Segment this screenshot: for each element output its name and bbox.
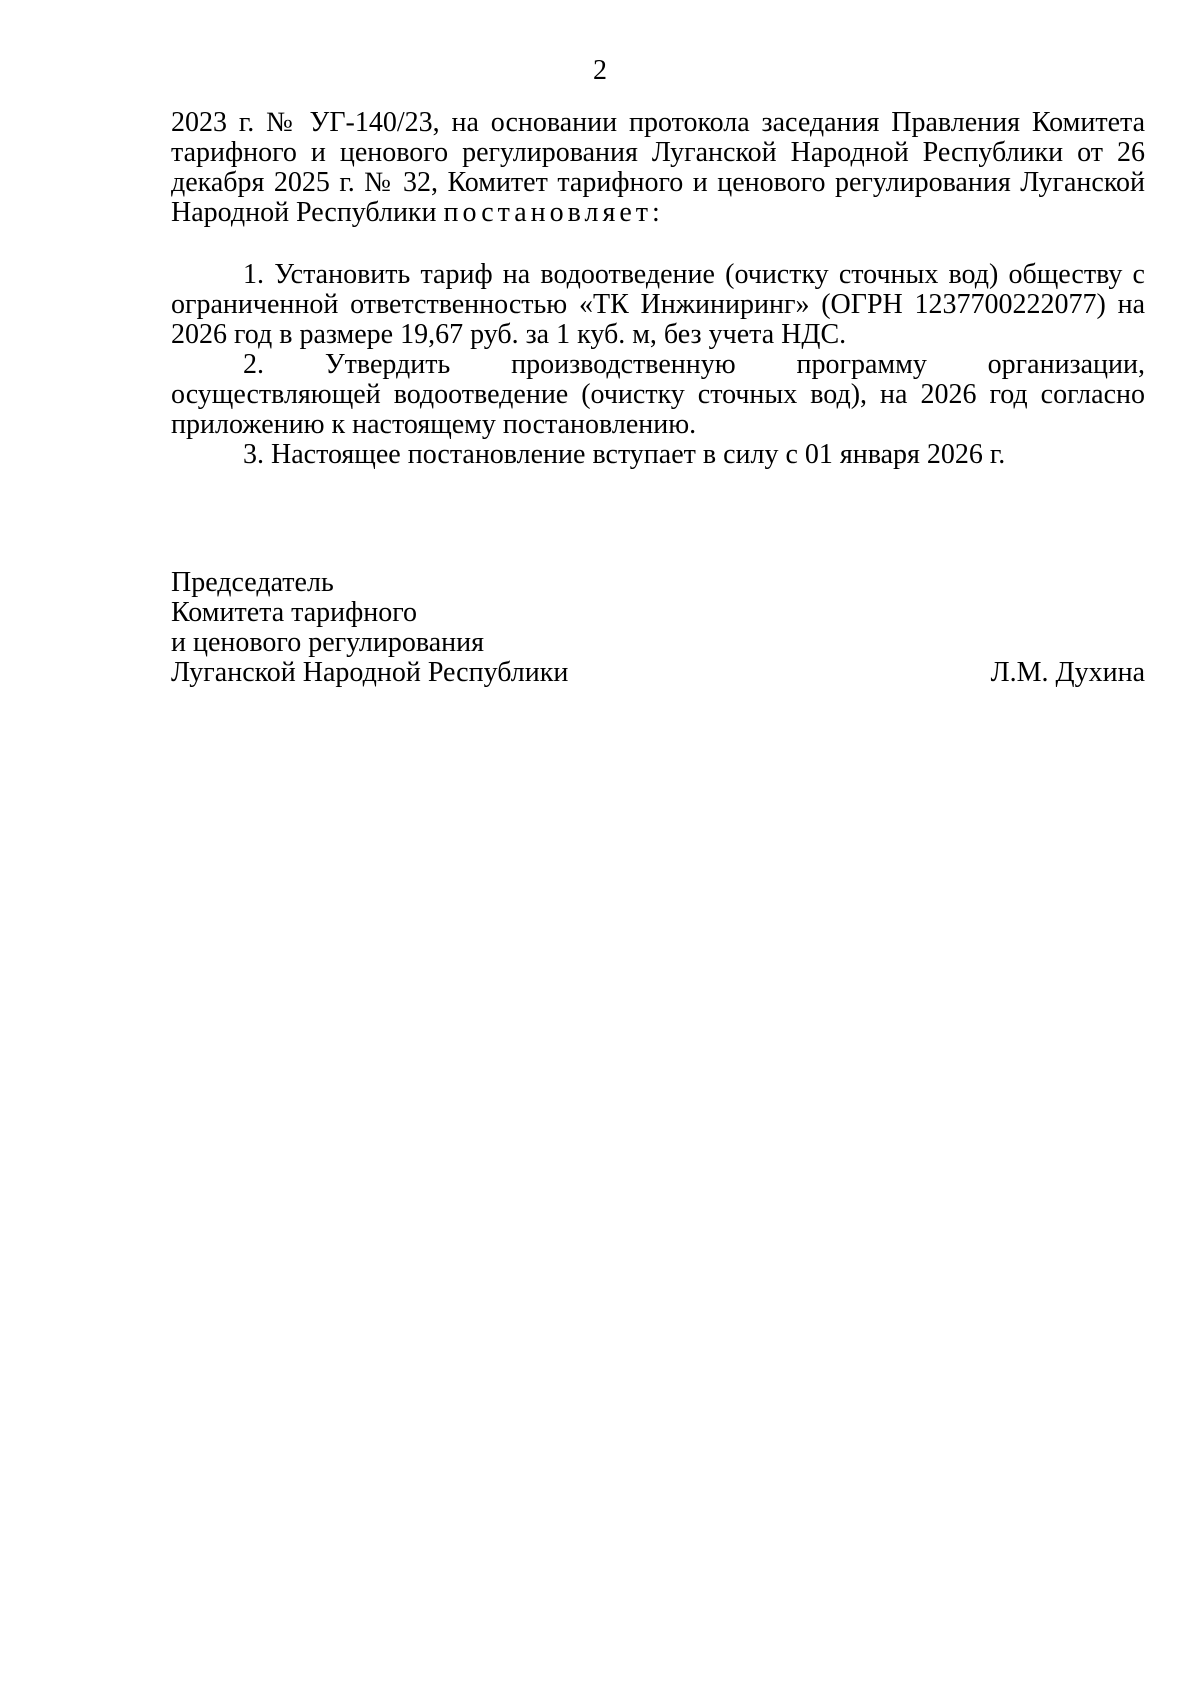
item-1: 1. Установить тариф на водоотведение (очистку сточных вод) обществу с ограниченной ответственностью «ТК Инжиниринг» (ОГРН 1237700222077) на 2026 год в размере 19,67 руб. за 1 куб. м, без учета НДС.	[171, 259, 1145, 350]
signature-line	[171, 658, 1145, 688]
preamble-text: 2023 г. № УГ-140/23, на основании протокола заседания Правления Комитета тарифного и ценового регулирования Луганской Народной Республики от 26 декабря 2025 г. № 32, Комитет тарифного и ценового регулирования Луганской Народной Республики	[171, 107, 1145, 228]
item-2: 2. Утвердить производственную программу организации, осуществляющей водоотведение (очистку сточных вод), на 2026 год согласно приложению к настоящему постановлению.	[171, 349, 1145, 440]
signature-line	[171, 598, 1145, 628]
signature-line	[171, 628, 1145, 658]
signature-line	[171, 568, 1145, 598]
preamble-paragraph	[171, 108, 1145, 228]
item-3: 3. Настоящее постановление вступает в силу с 01 января 2026 г.	[243, 439, 1006, 470]
page-number: 2	[593, 55, 607, 86]
decree-word: постановляет:	[443, 197, 664, 228]
document-body	[171, 108, 1145, 470]
signer-title-line-3: и ценового регулирования	[171, 627, 484, 658]
signer-name: Л.М. Духина	[990, 657, 1145, 688]
signer-title-line-4: Луганской Народной Республики	[171, 657, 569, 688]
signer-title-line-1: Председатель	[171, 567, 334, 598]
signature-block	[171, 568, 1145, 688]
signer-title-line-2: Комитета тарифного	[171, 597, 418, 628]
